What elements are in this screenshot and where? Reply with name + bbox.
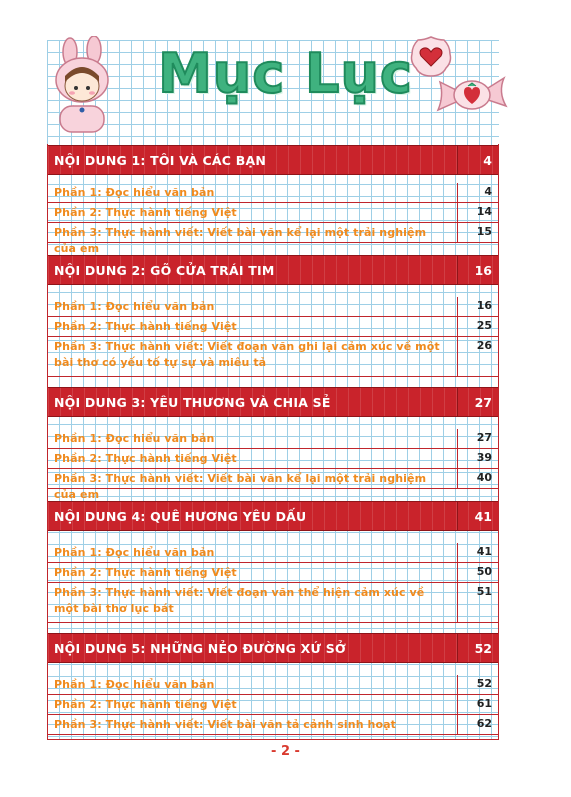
column-divider [457, 543, 459, 562]
toc-item[interactable] [48, 563, 498, 583]
column-divider [457, 256, 459, 284]
toc-item[interactable] [48, 203, 498, 223]
toc-item-page: 15 [476, 225, 492, 238]
column-divider [457, 429, 459, 448]
toc-item[interactable] [48, 675, 498, 695]
section-page: 27 [474, 395, 492, 410]
section-title: NỘI DUNG 1: TÔI VÀ CÁC BẠN [54, 153, 266, 168]
column-divider [457, 695, 459, 714]
toc-item[interactable] [48, 469, 498, 501]
toc-item-label: Phần 3: Thực hành viết: Viết bài văn kể lại một trải nghiệm của em [54, 472, 427, 501]
section-title: NỘI DUNG 2: GÕ CỬA TRÁI TIM [54, 263, 275, 278]
toc-item-label: Phần 1: Đọc hiểu văn bản [54, 186, 215, 199]
toc-item-page: 27 [476, 431, 492, 444]
toc-item[interactable] [48, 583, 498, 623]
toc-item-label: Phần 3: Thực hành viết: Viết đoạn văn thể hiện cảm xúc về một bài thơ lục bát [54, 586, 425, 615]
toc-item-page: 25 [476, 319, 492, 332]
column-divider [457, 337, 459, 376]
toc-item[interactable] [48, 543, 498, 563]
toc-item-label: Phần 3: Thực hành viết: Viết bài văn tả cảnh sinh hoạt [54, 718, 397, 731]
section-header[interactable] [48, 501, 498, 531]
toc-item-page: 52 [476, 677, 492, 690]
column-divider [457, 317, 459, 336]
toc-item-page: 41 [476, 545, 492, 558]
page-number: - 2 - [271, 744, 300, 759]
toc-item-label: Phần 1: Đọc hiểu văn bản [54, 678, 215, 691]
toc-item-label: Phần 2: Thực hành tiếng Việt [54, 206, 237, 219]
toc-item-page: 16 [476, 299, 492, 312]
section-header[interactable] [48, 633, 498, 663]
toc-item-label: Phần 2: Thực hành tiếng Việt [54, 452, 237, 465]
section-page: 16 [474, 263, 492, 278]
toc-item-label: Phần 2: Thực hành tiếng Việt [54, 698, 237, 711]
toc-item-label: Phần 3: Thực hành viết: Viết bài văn kể lại một trải nghiệm của em [54, 226, 427, 255]
toc-item-label: Phần 1: Đọc hiểu văn bản [54, 432, 215, 445]
toc-item[interactable] [48, 297, 498, 317]
toc-item-page: 61 [476, 697, 492, 710]
toc-item-page: 50 [476, 565, 492, 578]
section-title: NỘI DUNG 4: QUÊ HƯƠNG YÊU DẤU [54, 509, 307, 524]
toc-item[interactable] [48, 317, 498, 337]
toc-item-label: Phần 1: Đọc hiểu văn bản [54, 300, 215, 313]
toc-item-label: Phần 2: Thực hành tiếng Việt [54, 566, 237, 579]
toc-item[interactable] [48, 223, 498, 255]
column-divider [457, 715, 459, 734]
toc-item[interactable] [48, 449, 498, 469]
toc-item[interactable] [48, 337, 498, 377]
column-divider [457, 449, 459, 468]
column-divider [457, 146, 459, 174]
toc-item-label: Phần 1: Đọc hiểu văn bản [54, 546, 215, 559]
column-divider [457, 563, 459, 582]
column-divider [457, 388, 459, 416]
toc-item-page: 39 [476, 451, 492, 464]
column-divider [457, 675, 459, 694]
toc-item-page: 40 [476, 471, 492, 484]
toc-item-label: Phần 3: Thực hành viết: Viết đoạn văn ghi lại cảm xúc về một bài thơ có yếu tố tự sự và miêu tả [54, 340, 440, 369]
toc-item[interactable] [48, 695, 498, 715]
column-divider [457, 297, 459, 316]
section-page: 41 [474, 509, 492, 524]
toc-item-page: 14 [476, 205, 492, 218]
section-page: 52 [474, 641, 492, 656]
column-divider [457, 183, 459, 202]
column-divider [457, 583, 459, 622]
column-divider [457, 203, 459, 222]
column-divider [457, 634, 459, 662]
section-title: NỘI DUNG 5: NHỮNG NẺO ĐƯỜNG XỨ SỞ [54, 641, 347, 656]
toc-item[interactable] [48, 429, 498, 449]
toc-item-page: 4 [484, 185, 492, 198]
column-divider [457, 469, 459, 488]
column-divider [457, 223, 459, 242]
toc-item-label: Phần 2: Thực hành tiếng Việt [54, 320, 237, 333]
section-header[interactable] [48, 387, 498, 417]
toc-item-page: 62 [476, 717, 492, 730]
page-title: Mục Lục [158, 42, 413, 105]
section-title: NỘI DUNG 3: YÊU THƯƠNG VÀ CHIA SẺ [54, 395, 331, 410]
column-divider [457, 502, 459, 530]
toc-item-page: 51 [476, 585, 492, 598]
toc-item[interactable] [48, 183, 498, 203]
section-header[interactable] [48, 255, 498, 285]
toc-item[interactable] [48, 715, 498, 735]
toc-item-page: 26 [476, 339, 492, 352]
section-page: 4 [483, 153, 492, 168]
section-header[interactable] [48, 145, 498, 175]
